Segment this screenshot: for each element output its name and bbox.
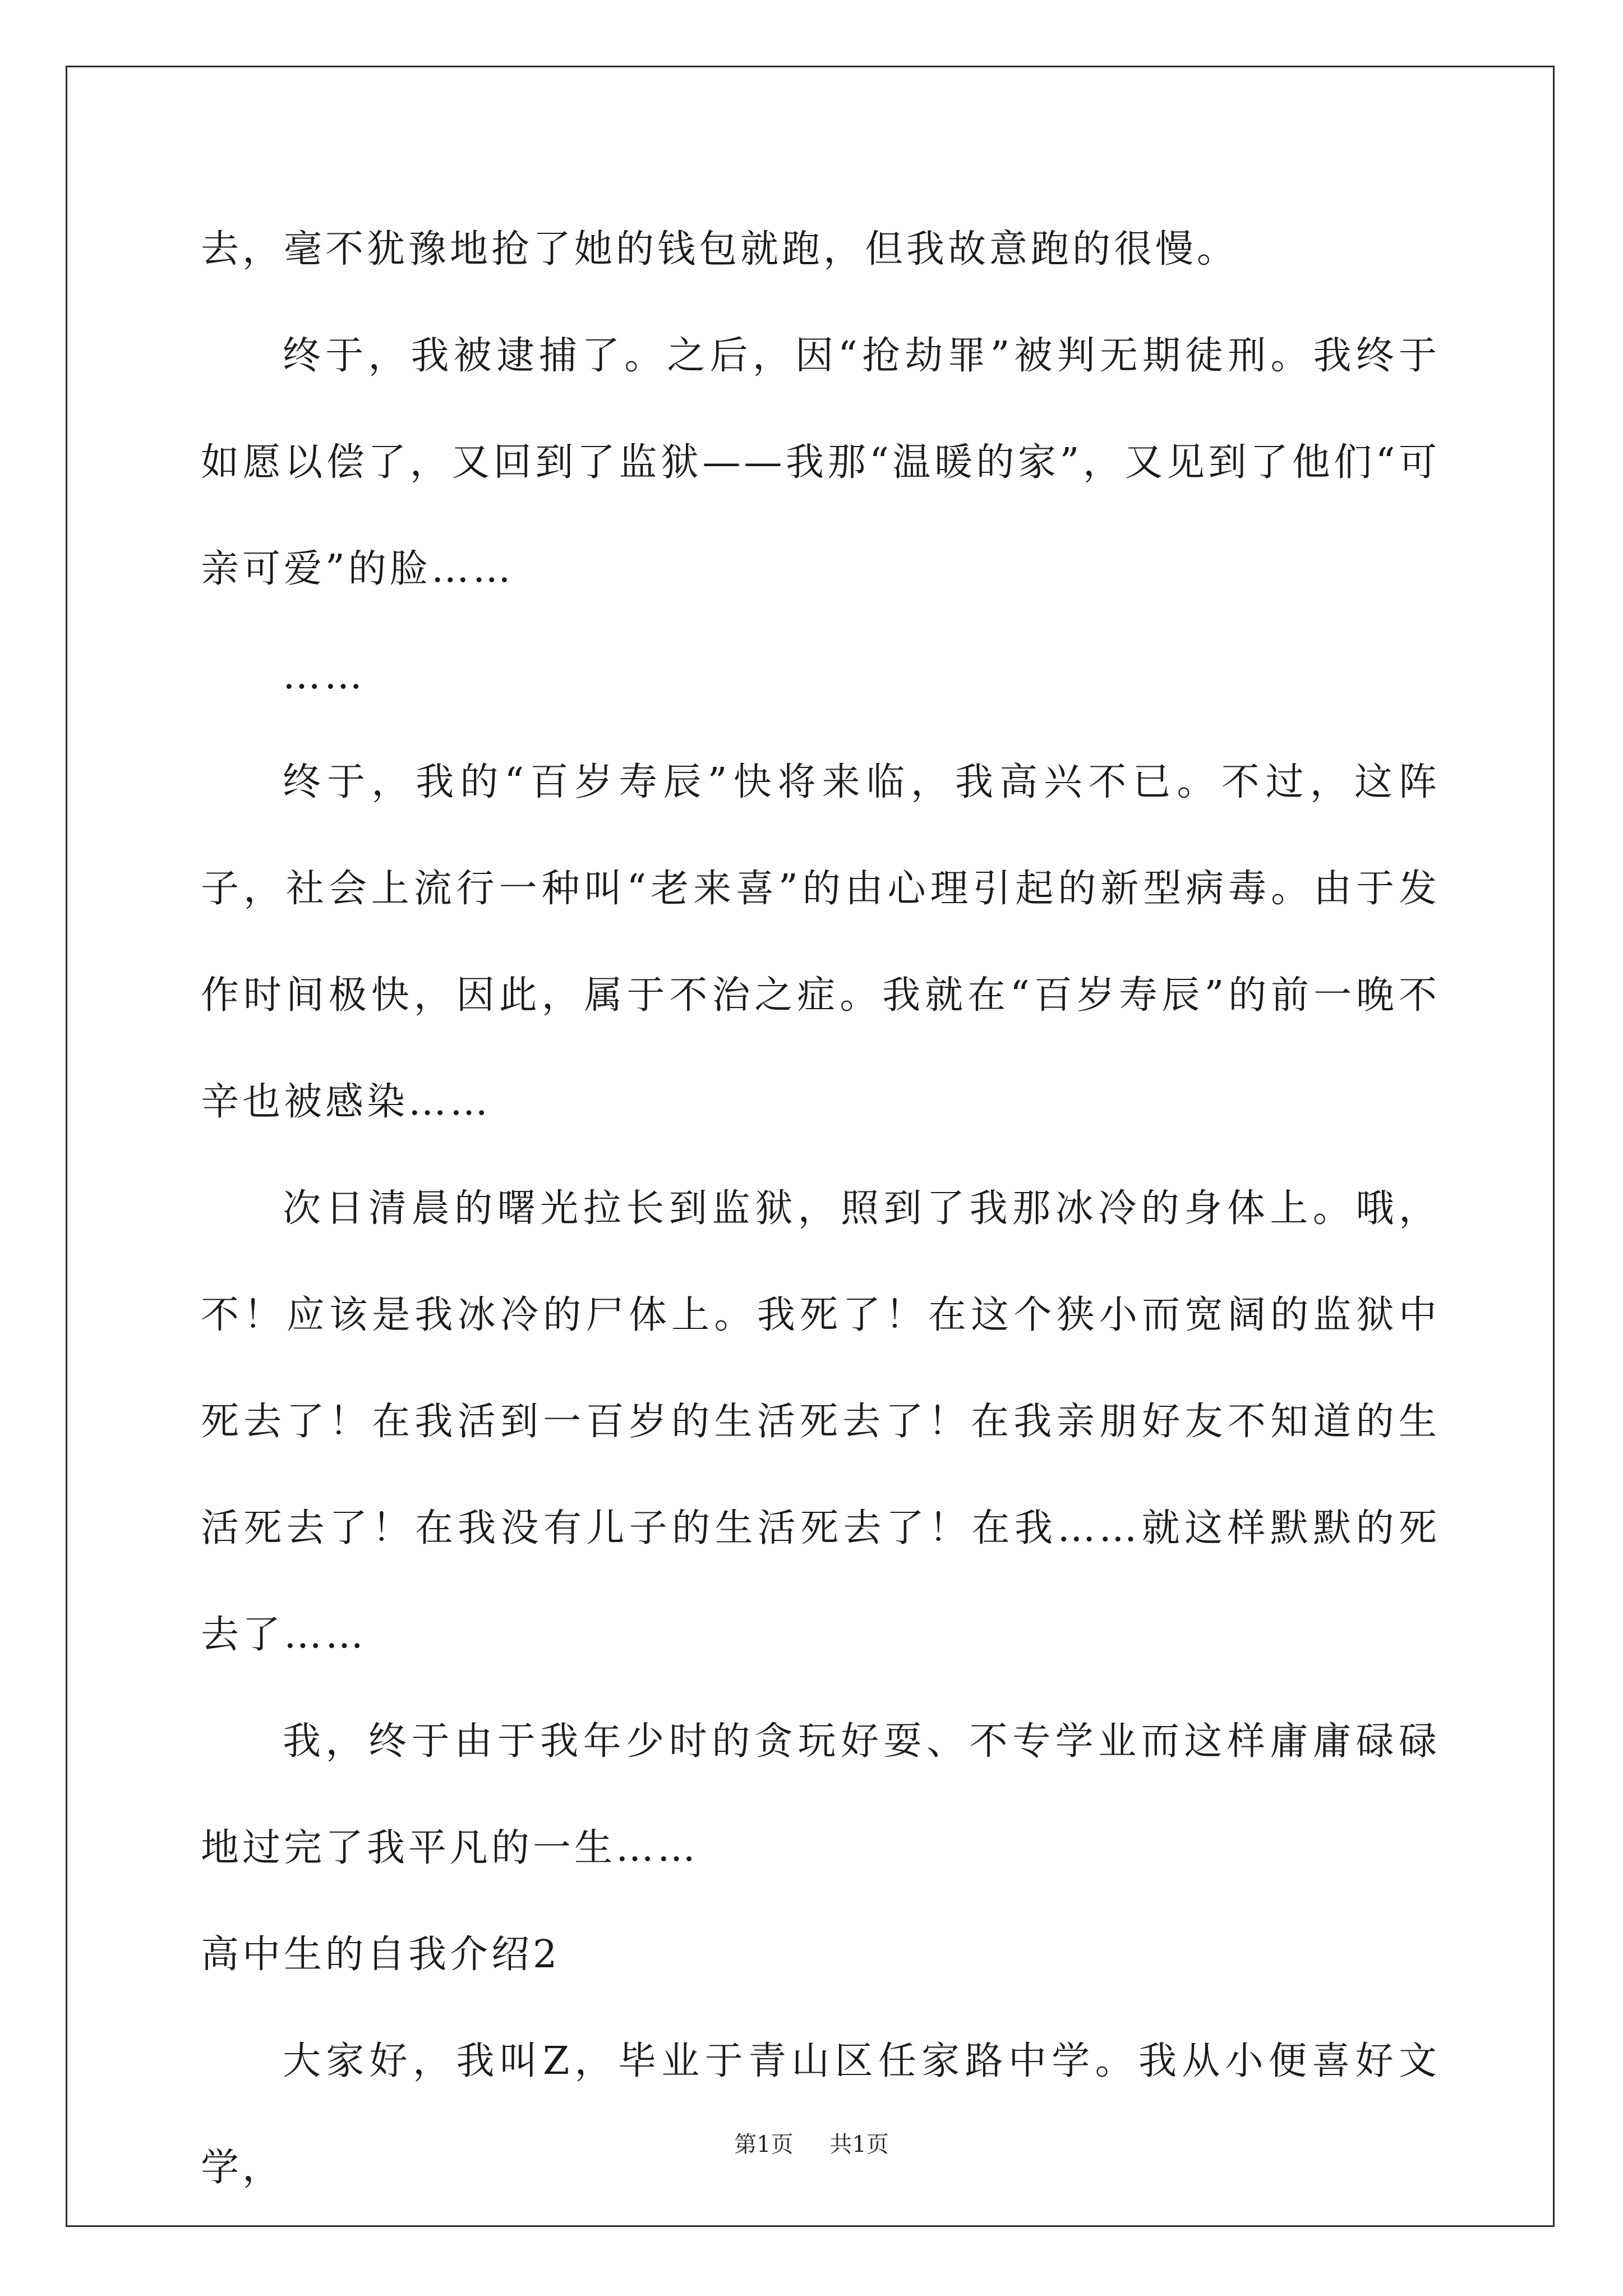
document-body: [201, 196, 1440, 2221]
paragraph-6: 我，终于由于我年少时的贪玩好耍、不专学业而这样庸庸碌碌地过完了我平凡的一生……: [201, 1719, 1440, 1870]
paragraph-3: ……: [283, 654, 366, 698]
page-footer: [0, 2128, 1623, 2161]
page-number: 第1页: [734, 2132, 794, 2157]
page-total: 共1页: [829, 2132, 889, 2157]
paragraph-4: 终于，我的“百岁寿辰”快将来临，我高兴不已。不过，这阵子，社会上流行一种叫“老来喜”的由心理引起的新型病毒。由于发作时间极快，因此，属于不治之症。我就在“百岁寿辰”的前一晚不辛也被感染……: [201, 760, 1440, 1124]
paragraph-7: 大家好，我叫Z，毕业于青山区任家路中学。我从小便喜好文学，: [201, 2039, 1440, 2190]
section-heading: 高中生的自我介绍2: [201, 1932, 561, 1977]
paragraph-2: 终于，我被逮捕了。之后，因“抢劫罪”被判无期徒刑。我终于如愿以偿了，又回到了监狱——我那“温暖的家”，又见到了他们“可亲可爱”的脸……: [201, 334, 1440, 591]
paragraph-1: 去，毫不犹豫地抢了她的钱包就跑，但我故意跑的很慢。: [201, 227, 1239, 272]
paragraph-5: 次日清晨的曙光拉长到监狱，照到了我那冰冷的身体上。哦，不！应该是我冰冷的尸体上。我死了！在这个狭小而宽阔的监狱中死去了！在我活到一百岁的生活死去了！在我亲朋好友不知道的生活死去了！在我没有儿子的生活死去了！在我……就这样默默的死去了……: [201, 1186, 1440, 1657]
